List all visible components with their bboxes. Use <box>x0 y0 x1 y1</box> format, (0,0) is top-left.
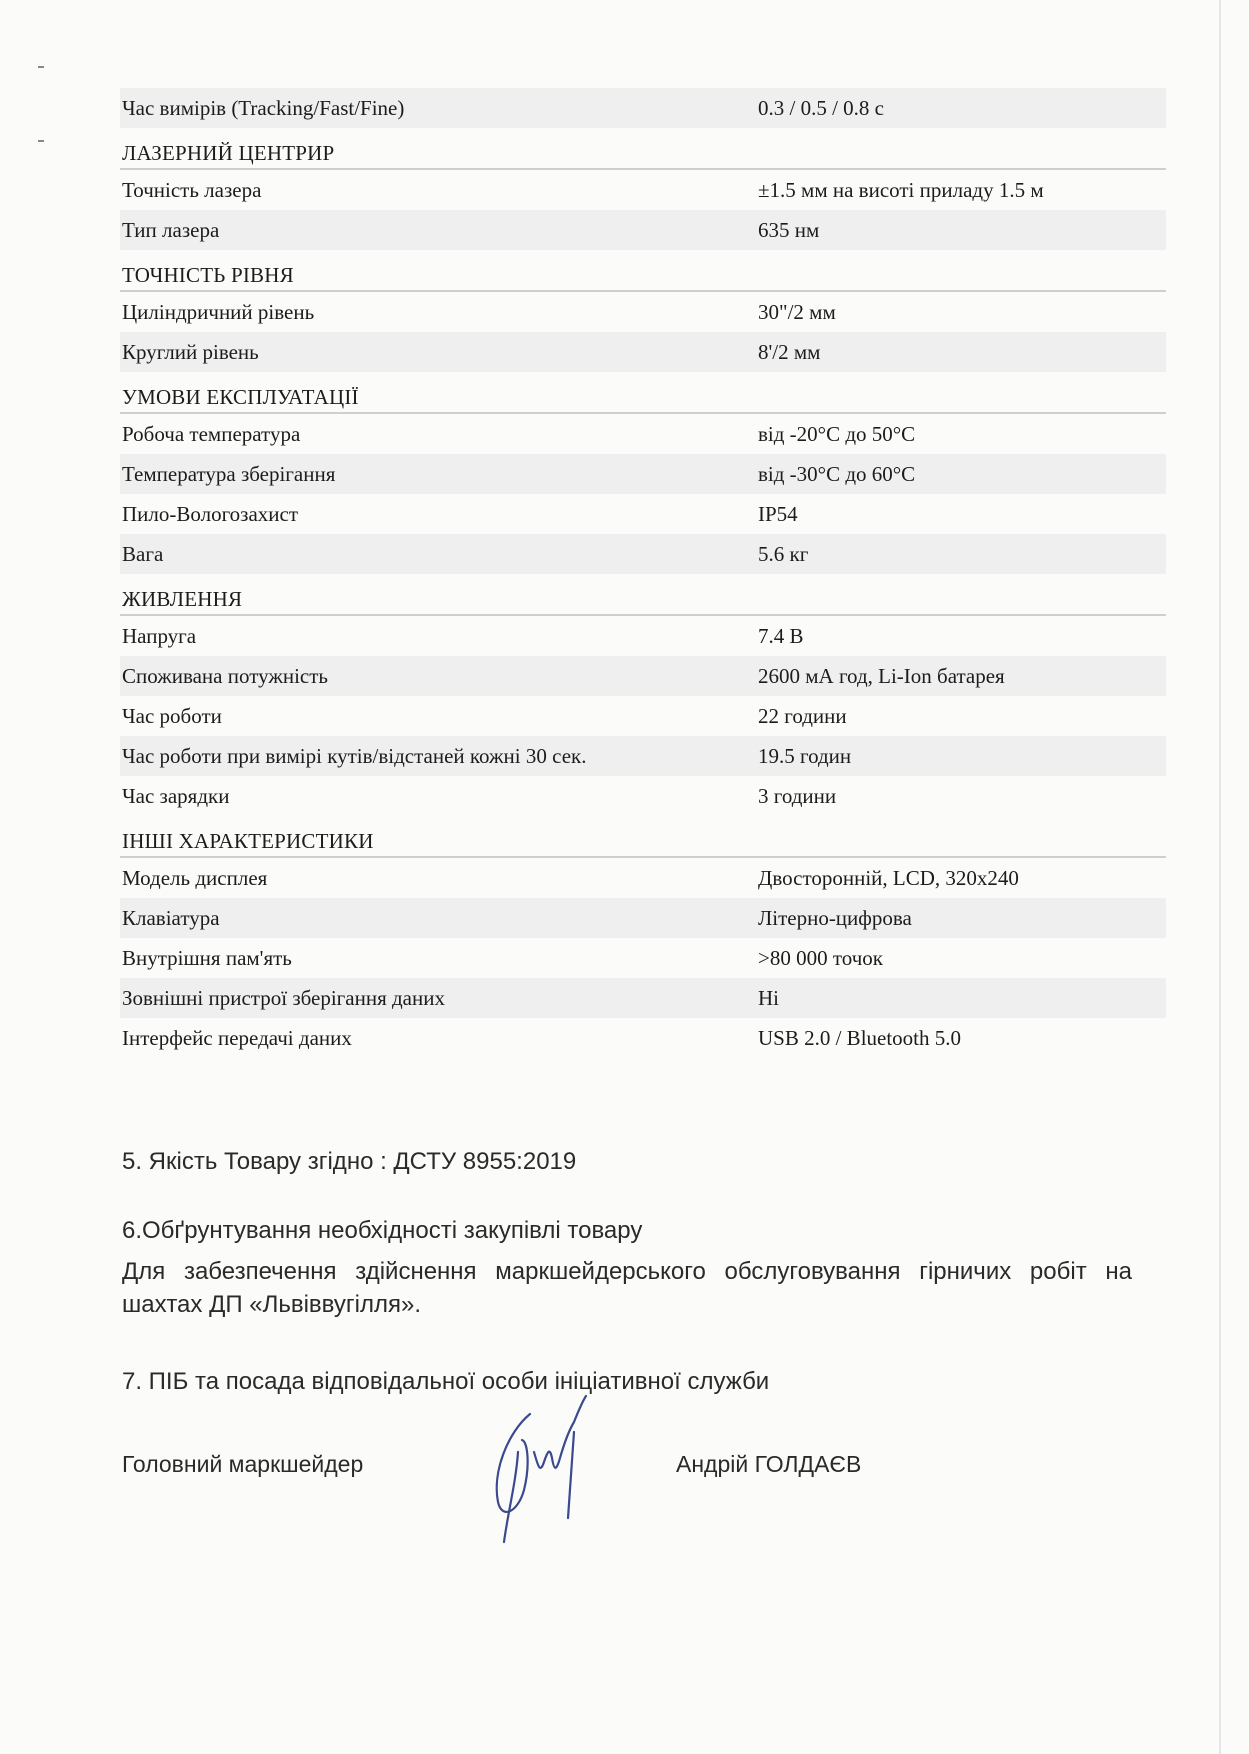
spec-key: Модель дисплея <box>122 865 268 890</box>
spec-value: 22 години <box>758 703 847 728</box>
section-header <box>120 816 1166 858</box>
spec-row <box>120 494 1166 534</box>
spec-row <box>120 454 1166 494</box>
justification-title: 6.Обґрунтування необхідності закупівлі товару <box>122 1217 643 1244</box>
scan-mark-second <box>38 140 44 142</box>
spec-row <box>120 938 1166 978</box>
spec-row <box>120 978 1166 1018</box>
section-title: УМОВИ ЕКСПЛУАТАЦІЇ <box>122 385 359 409</box>
spec-value: 0.3 / 0.5 / 0.8 с <box>758 95 884 120</box>
spec-table <box>120 88 1166 1058</box>
scan-edge-line <box>1219 0 1221 1754</box>
spec-key: Споживана потужність <box>122 663 328 688</box>
spec-row <box>120 1018 1166 1058</box>
spec-value: 635 нм <box>758 217 820 242</box>
section-header <box>120 372 1166 414</box>
section-title: ЛАЗЕРНИЙ ЦЕНТРИР <box>122 141 335 165</box>
spec-key: Внутрішня пам'ять <box>122 945 292 970</box>
signatory-name: Андрій ГОЛДАЄВ <box>676 1451 862 1477</box>
spec-row <box>120 858 1166 898</box>
quality-line: 5. Якість Товару згідно : ДСТУ 8955:2019 <box>122 1148 577 1175</box>
spec-value: Ні <box>758 985 779 1010</box>
spec-value: ±1.5 мм на висоті приладу 1.5 м <box>758 177 1044 202</box>
spec-value: Двосторонній, LCD, 320x240 <box>758 865 1019 890</box>
spec-key: Температура зберігання <box>122 461 336 486</box>
spec-key: Час зарядки <box>122 783 230 808</box>
spec-row <box>120 736 1166 776</box>
spec-key: Час вимірів (Tracking/Fast/Fine) <box>122 95 405 120</box>
section-header <box>120 250 1166 292</box>
spec-row <box>120 696 1166 736</box>
spec-row <box>120 656 1166 696</box>
spec-value: 2600 мА год, Li-Ion батарея <box>758 663 1005 688</box>
spec-key: Інтерфейс передачі даних <box>122 1025 352 1050</box>
spec-key: Клавіатура <box>122 905 220 930</box>
section-title: ТОЧНІСТЬ РІВНЯ <box>122 263 294 287</box>
signatory-role: Головний маркшейдер <box>122 1451 364 1477</box>
spec-row <box>120 534 1166 574</box>
spec-value: 8'/2 мм <box>758 339 821 364</box>
spec-value: USB 2.0 / Bluetooth 5.0 <box>758 1025 962 1050</box>
spec-value: від -30°C до 60°C <box>758 461 916 486</box>
spec-row <box>120 616 1166 656</box>
spec-key: Напруга <box>122 623 197 648</box>
spec-value: 7.4 В <box>758 623 804 648</box>
spec-key: Вага <box>122 541 164 566</box>
spec-value: від -20°C до 50°C <box>758 421 916 446</box>
spec-row <box>120 332 1166 372</box>
responsible-title: 7. ПІБ та посада відповідальної особи ініціативної служби <box>122 1368 770 1395</box>
spec-key: Час роботи при вимірі кутів/відстаней кожні 30 сек. <box>122 743 587 768</box>
spec-row <box>120 898 1166 938</box>
spec-key: Циліндричний рівень <box>122 299 315 324</box>
spec-value: >80 000 точок <box>758 945 883 970</box>
spec-row <box>120 776 1166 816</box>
section-title: ЖИВЛЕННЯ <box>122 587 243 611</box>
handwritten-signature <box>478 1392 598 1552</box>
spec-row <box>120 210 1166 250</box>
spec-value: 5.6 кг <box>758 541 809 566</box>
spec-value: 19.5 годин <box>758 743 852 768</box>
section-title: ІНШІ ХАРАКТЕРИСТИКИ <box>122 829 374 853</box>
spec-key: Зовнішні пристрої зберігання даних <box>122 985 445 1010</box>
spec-row <box>120 414 1166 454</box>
spec-value: IP54 <box>758 501 798 526</box>
spec-key: Час роботи <box>122 703 222 728</box>
spec-row <box>120 170 1166 210</box>
spec-key: Круглий рівень <box>122 339 259 364</box>
spec-row <box>120 88 1166 128</box>
spec-key: Пило-Вологозахист <box>122 501 299 526</box>
section-header <box>120 574 1166 616</box>
spec-key: Тип лазера <box>122 217 220 242</box>
spec-value: 30"/2 мм <box>758 299 836 324</box>
section-header <box>120 128 1166 170</box>
justification-text: Для забезпечення здійснення маркшейдерського обслуговування гірничих робіт на шахтах ДП «Львіввугілля». <box>122 1258 1132 1318</box>
spec-key: Точність лазера <box>122 177 262 202</box>
spec-row <box>120 292 1166 332</box>
spec-key: Робоча температура <box>122 421 301 446</box>
spec-value: 3 години <box>758 783 837 808</box>
scan-mark-top <box>38 66 44 68</box>
spec-value: Літерно-цифрова <box>758 905 912 930</box>
